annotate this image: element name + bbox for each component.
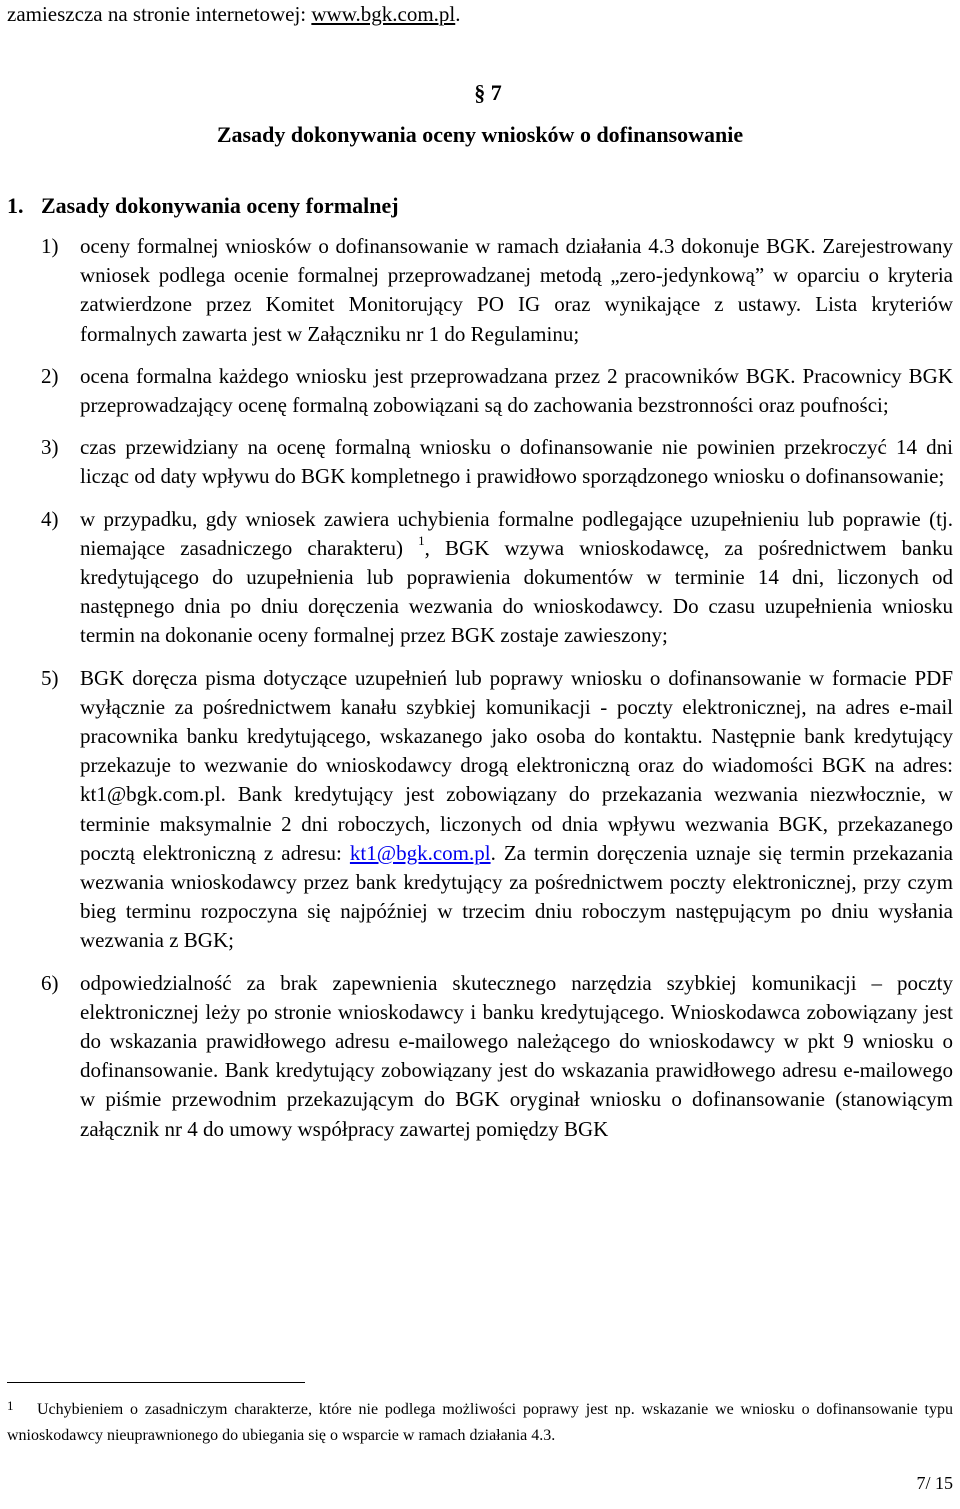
item-text: oceny formalnej wniosków o dofinansowanie w ramach działania 4.3 dokonuje BGK. Zarejestrowany wniosek podlega ocenie formalnej przeprowadzanej metodą „zero-jedynkową” w oparciu o kryteria zatwierdzone przez Komitet Monitorujący PO IG oraz wynikające z ustawy. Lista kryteriów formalnych zawarta jest w Załączniku nr 1 do Regulaminu;: [80, 234, 953, 346]
list-item: [7, 362, 953, 420]
item-number: 5): [41, 665, 59, 690]
footnote: [7, 1393, 953, 1449]
item-text: w przypadku, gdy wniosek zawiera uchybienia formalne podlegające uzupełnieniu lub poprawie (tj. niemające zasadniczego charakteru): [80, 506, 953, 560]
footnote-text: Uchybieniem o zasadniczym charakterze, które nie podlega możliwości poprawy jest np. wskazanie we wniosku o dofinansowanie typu wnioskodawcy nieuprawnionego do ubiegania się o wsparcie w ramach działania 4.3.: [7, 1401, 953, 1444]
subheading-text: Zasady dokonywania oceny formalnej: [41, 193, 399, 218]
item-text: ocena formalna każdego wniosku jest przeprowadzana przez 2 pracowników BGK. Pracownicy BGK przeprowadzający ocenę formalną zobowiązani są do zachowania bezstronności oraz poufności;: [80, 363, 953, 418]
email-link[interactable]: kt1@bgk.com.pl: [349, 840, 491, 865]
item-text: odpowiedzialność za brak zapewnienia skutecznego narzędzia szybkiej komunikacji – poczty elektronicznej leży po stronie wnioskodawcy i banku kredytującego. Wnioskodawca zobowiązany jest do wskazania prawidłowego adresu e-mailowego należącego do wnioskodawcy w pkt 9 wniosku o dofinansowanie. Bank kredytujący zobowiązany jest do wskazania prawidłowego adresu e-mailowego w piśmie przewodnim przekazującym do BGK oryginał wniosku o dofinansowanie (stanowiącym załącznik nr 4 do umowy współpracy zawartej pomiędzy BGK: [80, 970, 953, 1141]
bgk-website-link[interactable]: www.bgk.com.pl: [311, 2, 456, 26]
item-number: 6): [41, 970, 59, 995]
section-number: § 7: [474, 80, 502, 105]
list-item: [7, 969, 953, 1144]
intro-tail: .: [455, 2, 461, 26]
intro-text: zamieszcza na stronie internetowej:: [7, 2, 312, 26]
item-text: BGK doręcza pisma dotyczące uzupełnień lub poprawy wniosku o dofinansowanie w formacie PDF wyłącznie za pośrednictwem kanału szybkiej komunikacji - poczty elektronicznej, na adres e-mail pracownika banku kredytującego, wskazanego jako osoba do kontaktu. Następnie bank kredytujący przekazuje to wezwanie do wnioskodawcy drogą elektroniczną oraz do wiadomości BGK na adres: kt1@bgk.com.pl. Bank kredytujący jest zobowiązany do przekazania wezwania niezwłocznie, w terminie maksymalnie 2 dni roboczych, liczonych od dnia wpływu wezwania BGK, przekazanego pocztą elektroniczną z adresu:: [80, 665, 953, 865]
subheading-number: 1.: [7, 193, 24, 218]
list-item: [7, 232, 953, 349]
list-item: [7, 433, 953, 491]
item-text-continued: . Za termin doręczenia uznaje się termin przekazania wezwania wnioskodawcy przez bank kredytujący za pośrednictwem poczty elektronicznej, przy czym bieg terminu rozpoczyna się najpóźniej w trzecim dniu roboczym następującym po dniu wysłania wezwania z BGK;: [80, 840, 953, 953]
item-number: 3): [41, 435, 59, 460]
item-number: 2): [41, 363, 59, 388]
intro-line: [7, 0, 460, 29]
footnote-divider: [7, 1382, 305, 1383]
item-text-continued: , BGK wzywa wnioskodawcę, za pośrednictwem banku kredytującego do uzupełnienia lub poprawienia dokumentów w terminie 14 dni, liczonych od następnego dnia po dniu doręczenia wezwania do wnioskodawcy. Do czasu uzupełnienia wniosku termin na dokonanie oceny formalnej przez BGK zostaje zawieszony;: [80, 535, 954, 648]
section-title: Zasady dokonywania oceny wniosków o dofinansowanie: [216, 122, 744, 147]
rules-list: [7, 232, 953, 1157]
subheading: [7, 193, 399, 219]
page-number: 7/ 15: [916, 1473, 953, 1493]
list-item: [7, 505, 953, 651]
item-number: 1): [41, 234, 59, 258]
footnote-number: 1: [7, 1398, 14, 1413]
item-number: 4): [41, 506, 59, 531]
footnote-reference[interactable]: 1: [418, 532, 425, 548]
list-item: [7, 664, 953, 956]
item-text: czas przewidziany na ocenę formalną wniosku o dofinansowanie nie powinien przekroczyć 14 dni licząc od daty wpływu do BGK kompletnego i prawidłowo sporządzonego wniosku o dofinansowanie;: [80, 435, 953, 489]
